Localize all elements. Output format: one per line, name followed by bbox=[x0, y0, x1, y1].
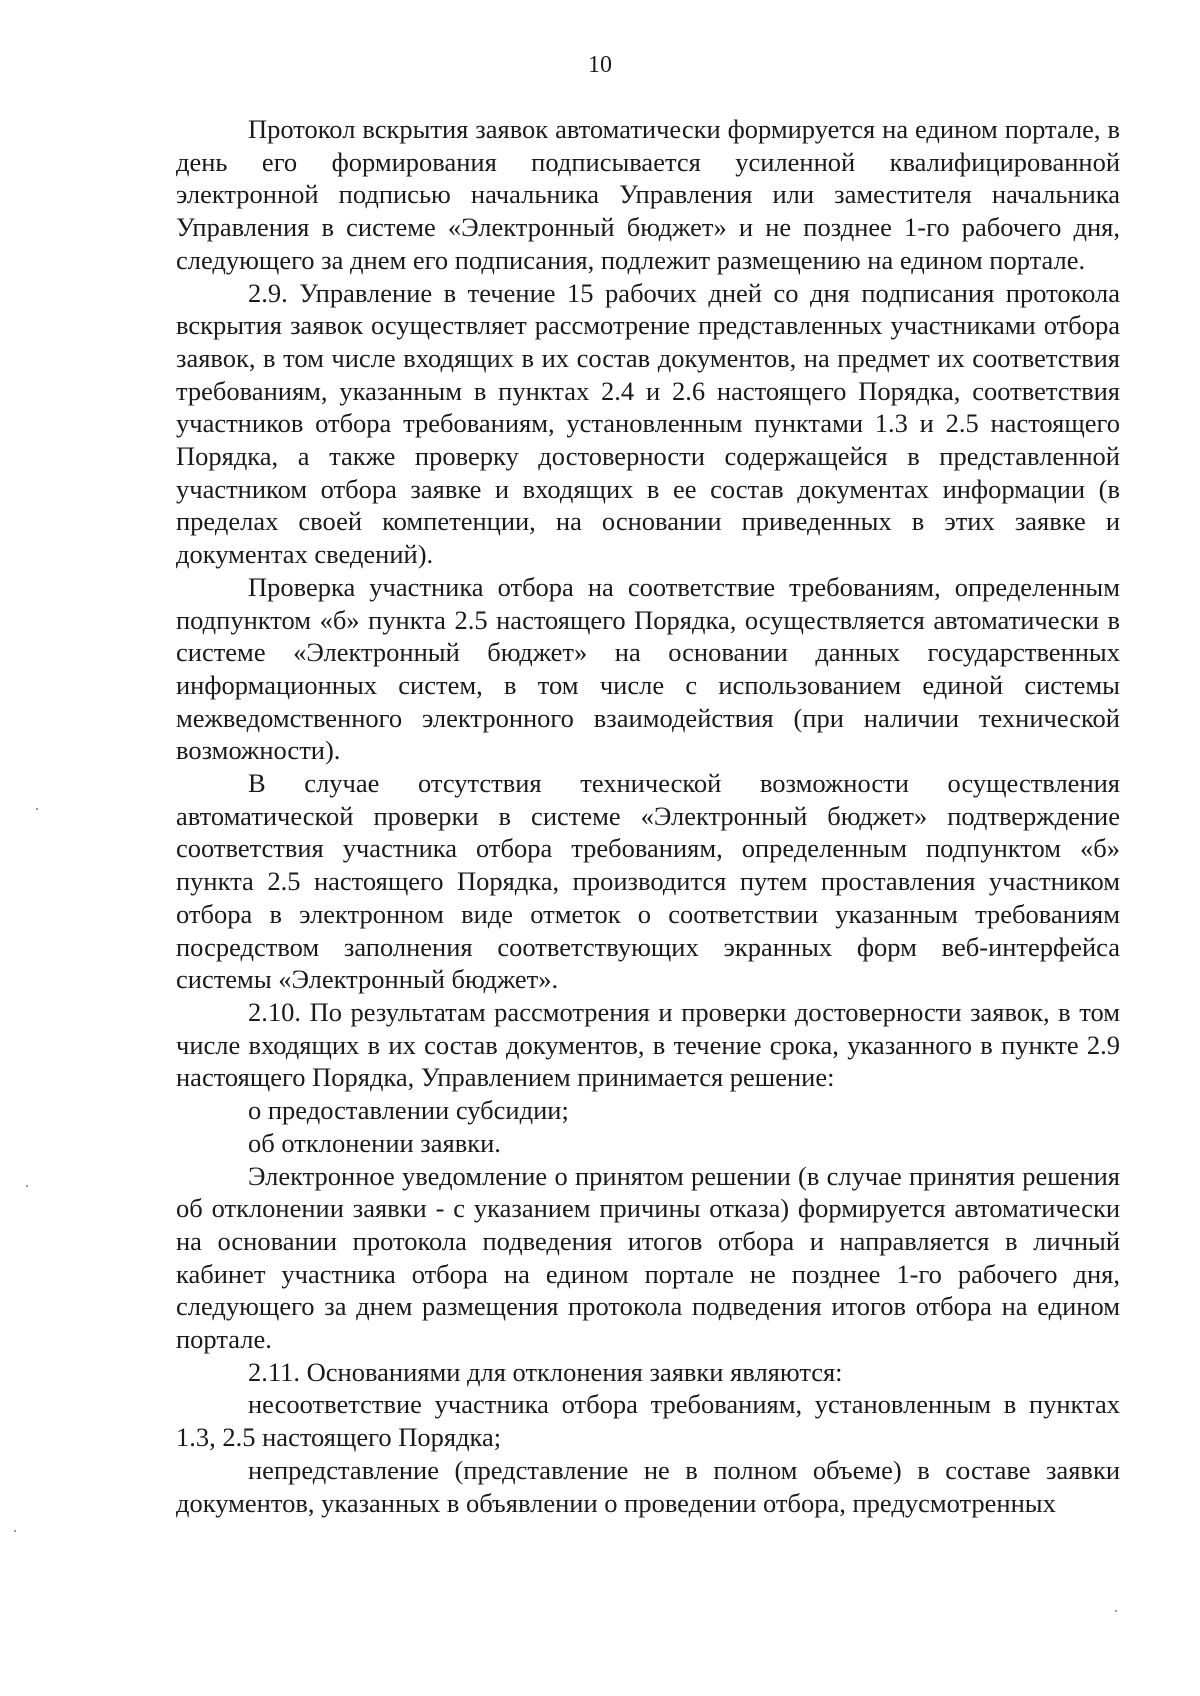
paragraph-no-technical-possibility: В случае отсутствия технической возможности осуществления автоматической проверки в системе «Электронный бюджет» подтверждение соответствия участника отбора требованиям, определенным подпунктом «б» пункта 2.5 настоящего Порядка, производится путем проставления участником отбора в электронном виде отметок о соответствии указанным требованиям посредством заполнения соответствующих экранных форм веб-интерфейса системы «Электронный бюджет». bbox=[176, 768, 1120, 995]
body-text bbox=[176, 113, 1120, 1519]
paragraph-decision-reject: об отклонении заявки. bbox=[248, 1127, 501, 1158]
paragraph-2-11: 2.11. Основаниями для отклонения заявки являются: bbox=[248, 1356, 843, 1387]
paragraph-decision-grant: о предоставлении субсидии; bbox=[248, 1095, 569, 1126]
paragraph-2-10: 2.10. По результатам рассмотрения и проверки достоверности заявок, в том числе входящих в их состав документов, в течение срока, указанного в пункте 2.9 настоящего Порядка, Управлением принимается решение: bbox=[176, 996, 1120, 1093]
scan-speck bbox=[26, 1185, 28, 1187]
page-number: 10 bbox=[588, 52, 612, 78]
paragraph-protocol-opening: Протокол вскрытия заявок автоматически формируется на едином портале, в день его формирования подписывается усиленной квалифицированной электронной подписью начальника Управления или заместителя начальника Управления в системе «Электронный бюджет» и не позднее 1-го рабочего дня, следующего за днем его подписания, подлежит размещению на едином портале. bbox=[176, 114, 1120, 275]
paragraph-electronic-notice: Электронное уведомление о принятом решении (в случае принятия решения об отклонении заявки - с указанием причины отказа) формируется автоматически на основании протокола подведения итогов отбора и направляется в личный кабинет участника отбора на едином портале не позднее 1-го рабочего дня, следующего за днем размещения протокола подведения итогов отбора на едином портале. bbox=[176, 1160, 1120, 1355]
scan-speck bbox=[14, 1530, 16, 1532]
paragraph-nonsubmission: непредставление (представление не в полном объеме) в составе заявки документов, указанных в объявлении о проведении отбора, предусмотренных bbox=[176, 1454, 1120, 1518]
paragraph-nonconformity: несоответствие участника отбора требованиям, установленным в пунктах 1.3, 2.5 настоящего Порядка; bbox=[176, 1389, 1120, 1453]
paragraph-participant-check: Проверка участника отбора на соответствие требованиям, определенным подпунктом «б» пункта 2.5 настоящего Порядка, осуществляется автоматически в системе «Электронный бюджет» на основании данных государственных информационных систем, в том числе с использованием единой системы межведомственного электронного взаимодействия (при наличии технической возможности). bbox=[176, 571, 1120, 766]
scan-speck bbox=[36, 808, 38, 810]
paragraph-2-9: 2.9. Управление в течение 15 рабочих дней со дня подписания протокола вскрытия заявок осуществляет рассмотрение представленных участниками отбора заявок, в том числе входящих в их состав документов, на предмет их соответствия требованиям, указанным в пунктах 2.4 и 2.6 настоящего Порядка, соответствия участников отбора требованиям, установленным пунктами 1.3 и 2.5 настоящего Порядка, а также проверку достоверности содержащейся в представленной участником отбора заявке и входящих в ее состав документах информации (в пределах своей компетенции, на основании приведенных в этих заявке и документах сведений). bbox=[176, 277, 1120, 570]
scan-speck bbox=[1115, 1610, 1117, 1612]
